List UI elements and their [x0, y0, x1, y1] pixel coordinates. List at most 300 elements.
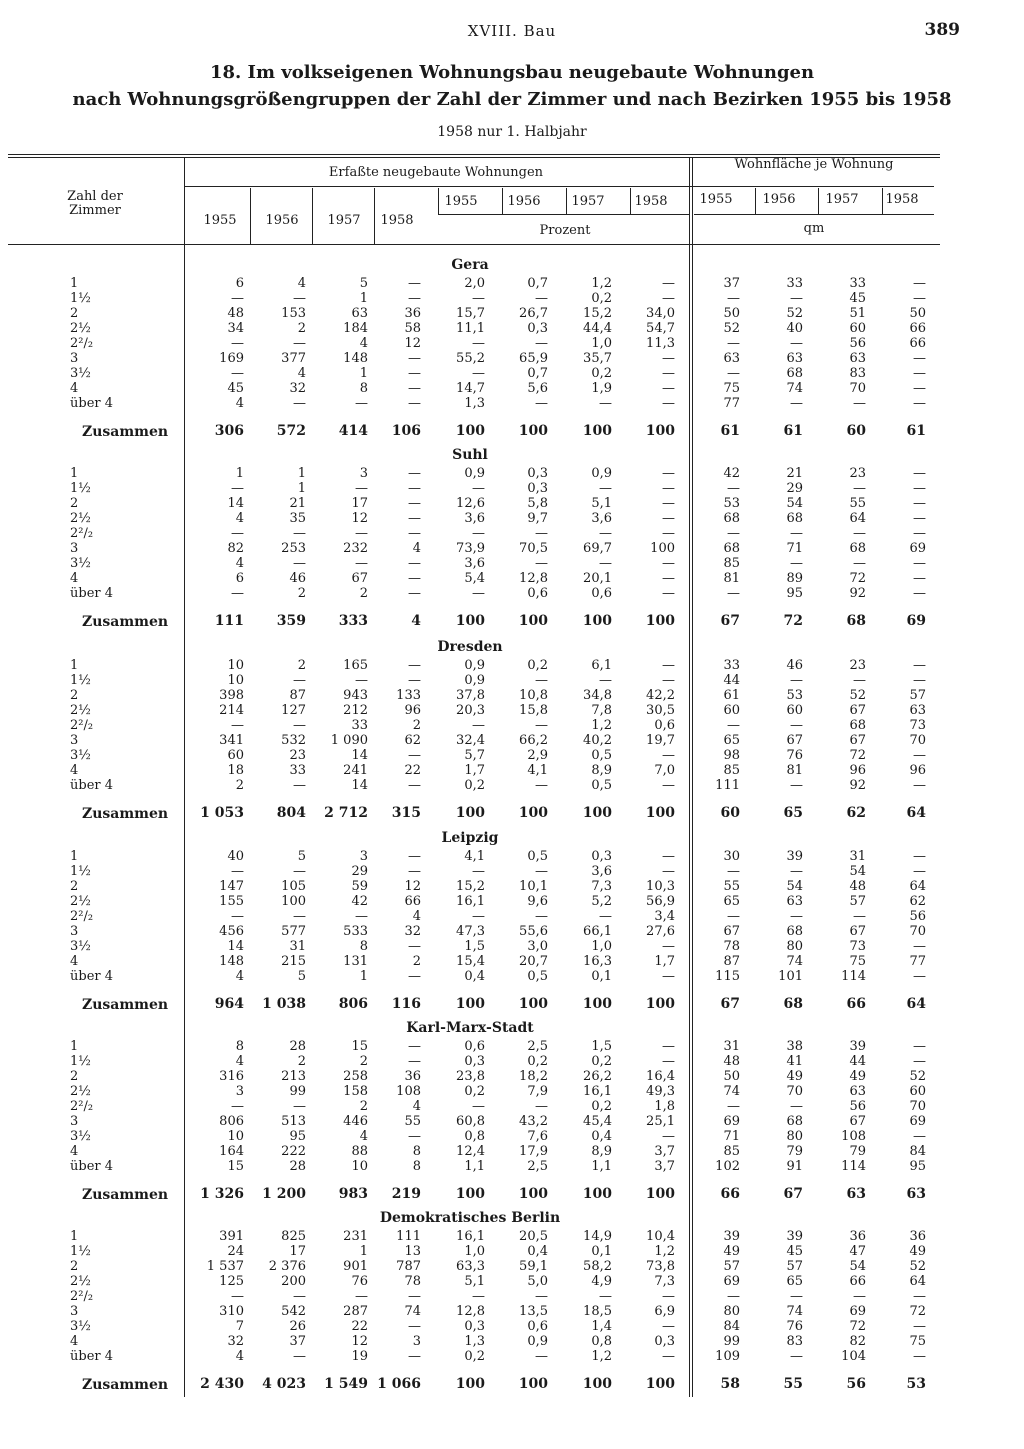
table-cell: 57	[849, 894, 866, 909]
table-cell: 79	[849, 1144, 866, 1159]
table-cell: —	[535, 526, 548, 541]
table-cell: 34,0	[646, 306, 675, 321]
row-label: 2	[70, 879, 79, 894]
table-cell: 14,7	[456, 381, 485, 396]
total-cell: 64	[906, 805, 926, 821]
table-cell: 15,2	[583, 306, 612, 321]
table-cell: 0,5	[591, 778, 612, 793]
column-divider	[250, 188, 251, 244]
table-cell: 48	[723, 1054, 740, 1069]
table-cell: 17	[289, 1244, 306, 1259]
table-cell: 67	[351, 571, 368, 586]
table-cell: 104	[841, 1349, 866, 1364]
table-cell: 100	[650, 541, 675, 556]
table-cell: —	[662, 969, 675, 984]
total-cell: 1 038	[262, 996, 306, 1012]
table-cell: —	[662, 864, 675, 879]
table-cell: 18,2	[519, 1069, 548, 1084]
table-cell: 40,2	[583, 733, 612, 748]
total-cell: 67	[720, 613, 740, 629]
table-cell: —	[662, 1349, 675, 1364]
table-cell: —	[535, 556, 548, 571]
table-cell: —	[408, 658, 421, 673]
table-cell: —	[408, 673, 421, 688]
table-cell: 4,1	[464, 849, 485, 864]
table-cell: 14	[351, 748, 368, 763]
table-cell: —	[293, 1099, 306, 1114]
year-header: 1956	[507, 194, 541, 209]
table-cell: 3	[235, 1084, 244, 1099]
table-cell: 68	[723, 511, 740, 526]
table-cell: 20,7	[519, 954, 548, 969]
row-label: über 4	[70, 396, 114, 411]
table-cell: 5,6	[527, 381, 548, 396]
table-cell: —	[662, 1054, 675, 1069]
table-cell: 577	[281, 924, 306, 939]
table-cell: 16,1	[583, 1084, 612, 1099]
table-cell: —	[472, 1289, 485, 1304]
table-cell: 4	[412, 1099, 421, 1114]
table-cell: —	[293, 864, 306, 879]
total-cell: 806	[338, 996, 368, 1012]
table-cell: 16,3	[583, 954, 612, 969]
table-cell: 10	[227, 673, 244, 688]
table-cell: 63	[786, 894, 803, 909]
table-cell: 30	[723, 849, 740, 864]
table-cell: 63	[351, 306, 368, 321]
table-cell: 213	[281, 1069, 306, 1084]
table-cell: 54	[786, 879, 803, 894]
table-cell: 79	[786, 1144, 803, 1159]
table-cell: 32	[289, 381, 306, 396]
table-cell: 1,0	[591, 336, 612, 351]
table-cell: —	[853, 526, 866, 541]
table-cell: 4	[297, 276, 306, 291]
total-label: Zusammen	[82, 614, 169, 630]
table-cell: 45	[227, 381, 244, 396]
table-cell: —	[913, 351, 926, 366]
table-cell: —	[662, 778, 675, 793]
table-cell: —	[662, 571, 675, 586]
table-cell: 1	[359, 969, 368, 984]
total-cell: 306	[214, 423, 244, 439]
table-cell: —	[727, 291, 740, 306]
table-cell: —	[472, 481, 485, 496]
year-header: 1957	[327, 213, 361, 228]
table-cell: 111	[715, 778, 740, 793]
table-cell: 222	[281, 1144, 306, 1159]
table-cell: 54	[849, 1259, 866, 1274]
table-cell: —	[913, 1289, 926, 1304]
table-cell: —	[231, 336, 244, 351]
table-cell: —	[535, 778, 548, 793]
row-label: 3½	[70, 939, 91, 954]
table-cell: —	[535, 396, 548, 411]
table-cell: —	[408, 864, 421, 879]
table-cell: 5,1	[464, 1274, 485, 1289]
table-cell: 76	[351, 1274, 368, 1289]
table-cell: 6	[235, 276, 244, 291]
total-cell: 100	[582, 996, 612, 1012]
table-cell: 943	[343, 688, 368, 703]
table-cell: 80	[786, 939, 803, 954]
table-cell: —	[408, 586, 421, 601]
table-cell: —	[408, 496, 421, 511]
table-cell: 446	[343, 1114, 368, 1129]
table-cell: —	[662, 748, 675, 763]
table-cell: 27,6	[646, 924, 675, 939]
table-cell: 12	[404, 879, 421, 894]
table-cell: 68	[786, 924, 803, 939]
table-cell: 32	[404, 924, 421, 939]
table-cell: —	[355, 909, 368, 924]
table-cell: 32	[227, 1334, 244, 1349]
table-cell: 165	[343, 658, 368, 673]
table-cell: —	[408, 969, 421, 984]
table-cell: 253	[281, 541, 306, 556]
table-cell: —	[355, 396, 368, 411]
table-cell: —	[472, 718, 485, 733]
table-cell: —	[231, 291, 244, 306]
table-cell: 0,8	[464, 1129, 485, 1144]
table-cell: 69	[723, 1274, 740, 1289]
row-label: 3	[70, 541, 79, 556]
table-cell: 4	[359, 1129, 368, 1144]
table-cell: 3	[412, 1334, 421, 1349]
table-cell: 22	[404, 763, 421, 778]
table-cell: —	[293, 556, 306, 571]
table-cell: 49	[849, 1069, 866, 1084]
table-cell: —	[472, 336, 485, 351]
table-cell: 31	[723, 1039, 740, 1054]
table-cell: 10	[227, 658, 244, 673]
table-cell: —	[913, 556, 926, 571]
table-cell: 70	[909, 1099, 926, 1114]
table-cell: 4	[235, 556, 244, 571]
table-cell: 54,7	[646, 321, 675, 336]
row-label: 3	[70, 1304, 79, 1319]
table-cell: 1,2	[591, 1349, 612, 1364]
table-cell: 4	[235, 1349, 244, 1364]
qm-header: qm	[803, 221, 825, 236]
table-cell: 48	[227, 306, 244, 321]
section-title: Demokratisches Berlin	[379, 1210, 561, 1226]
table-cell: —	[535, 1349, 548, 1364]
table-cell: 105	[281, 879, 306, 894]
table-cell: 63	[849, 1084, 866, 1099]
table-cell: —	[913, 778, 926, 793]
table-cell: —	[599, 481, 612, 496]
table-cell: 18,5	[583, 1304, 612, 1319]
table-cell: 84	[909, 1144, 926, 1159]
total-cell: 100	[455, 1376, 485, 1392]
table-cell: 7,3	[654, 1274, 675, 1289]
table-cell: —	[408, 396, 421, 411]
table-cell: —	[472, 909, 485, 924]
table-cell: 63	[909, 703, 926, 718]
table-cell: 341	[219, 733, 244, 748]
table-cell: 50	[909, 306, 926, 321]
row-label: 2½	[70, 321, 91, 336]
table-cell: 111	[396, 1229, 421, 1244]
table-cell: 52	[849, 688, 866, 703]
table-cell: 55	[849, 496, 866, 511]
table-cell: 0,8	[591, 1334, 612, 1349]
row-label: über 4	[70, 1159, 114, 1174]
year-header: 1957	[571, 194, 605, 209]
total-cell: 58	[720, 1376, 740, 1392]
table-cell: 44	[723, 673, 740, 688]
row-label: 4	[70, 954, 79, 969]
table-cell: 0,2	[591, 291, 612, 306]
table-cell: 57	[909, 688, 926, 703]
table-cell: —	[535, 1099, 548, 1114]
table-cell: 32,4	[456, 733, 485, 748]
table-cell: 33	[849, 276, 866, 291]
total-cell: 72	[783, 613, 803, 629]
table-cell: 125	[219, 1274, 244, 1289]
table-cell: —	[231, 1099, 244, 1114]
table-cell: 66,2	[519, 733, 548, 748]
table-cell: 25,1	[646, 1114, 675, 1129]
table-cell: 70	[909, 733, 926, 748]
table-cell: 8	[359, 939, 368, 954]
table-cell: 8,9	[591, 763, 612, 778]
table-cell: 1,7	[654, 954, 675, 969]
table-cell: 131	[343, 954, 368, 969]
table-cell: 68	[849, 718, 866, 733]
table-cell: 45,4	[583, 1114, 612, 1129]
table-cell: —	[727, 864, 740, 879]
total-cell: 2 712	[324, 805, 368, 821]
row-label: 4	[70, 1144, 79, 1159]
table-cell: 89	[786, 571, 803, 586]
table-cell: 47	[849, 1244, 866, 1259]
table-subtitle: 1958 nur 1. Halbjahr	[437, 124, 587, 140]
table-cell: —	[662, 1289, 675, 1304]
total-cell: 100	[645, 613, 675, 629]
table-cell: —	[662, 673, 675, 688]
table-cell: 0,2	[527, 658, 548, 673]
table-cell: 37	[723, 276, 740, 291]
table-cell: 0,3	[527, 466, 548, 481]
table-cell: 10	[351, 1159, 368, 1174]
table-cell: 1	[297, 481, 306, 496]
year-header: 1957	[825, 192, 859, 207]
table-cell: —	[408, 1129, 421, 1144]
table-cell: 133	[396, 688, 421, 703]
table-cell: 70	[909, 924, 926, 939]
table-cell: —	[790, 778, 803, 793]
table-cell: 42	[723, 466, 740, 481]
table-cell: 73	[909, 718, 926, 733]
table-cell: —	[535, 291, 548, 306]
table-cell: 0,6	[527, 586, 548, 601]
table-cell: 6	[235, 571, 244, 586]
table-cell: 26,7	[519, 306, 548, 321]
row-label: 1½	[70, 481, 91, 496]
table-cell: 1,7	[464, 763, 485, 778]
table-cell: 33	[723, 658, 740, 673]
table-cell: —	[408, 276, 421, 291]
table-cell: —	[231, 586, 244, 601]
section-title: Suhl	[452, 447, 488, 463]
total-cell: 100	[455, 613, 485, 629]
total-cell: 111	[214, 613, 244, 629]
table-cell: —	[355, 481, 368, 496]
total-cell: 100	[518, 1186, 548, 1202]
table-cell: 33	[289, 763, 306, 778]
table-cell: —	[662, 276, 675, 291]
table-cell: 88	[351, 1144, 368, 1159]
table-cell: —	[472, 1099, 485, 1114]
table-cell: 95	[289, 1129, 306, 1144]
table-cell: 60	[723, 703, 740, 718]
table-cell: 2	[412, 718, 421, 733]
total-cell: 100	[645, 996, 675, 1012]
row-label: 1	[70, 658, 79, 673]
table-cell: —	[293, 778, 306, 793]
table-cell: 14	[351, 778, 368, 793]
table-cell: —	[599, 556, 612, 571]
table-cell: 85	[723, 763, 740, 778]
table-cell: 82	[849, 1334, 866, 1349]
table-cell: 72	[849, 571, 866, 586]
table-cell: 0,5	[527, 849, 548, 864]
table-cell: —	[408, 291, 421, 306]
table-cell: —	[913, 276, 926, 291]
table-cell: 15	[227, 1159, 244, 1174]
table-cell: 3,6	[464, 511, 485, 526]
table-cell: 49	[909, 1244, 926, 1259]
table-cell: 316	[219, 1069, 244, 1084]
table-cell: 0,9	[591, 466, 612, 481]
table-cell: 901	[343, 1259, 368, 1274]
table-cell: 96	[909, 763, 926, 778]
table-cell: 75	[849, 954, 866, 969]
table-cell: 155	[219, 894, 244, 909]
row-label: 1	[70, 466, 79, 481]
table-cell: 49	[786, 1069, 803, 1084]
table-cell: 16,4	[646, 1069, 675, 1084]
table-cell: 0,6	[527, 1319, 548, 1334]
table-cell: 96	[404, 703, 421, 718]
table-cell: 58,2	[583, 1259, 612, 1274]
table-cell: 8	[359, 381, 368, 396]
table-cell: 49	[723, 1244, 740, 1259]
table-cell: 76	[786, 748, 803, 763]
table-cell: 45	[849, 291, 866, 306]
table-cell: 45	[786, 1244, 803, 1259]
total-cell: 4 023	[262, 1376, 306, 1392]
table-cell: 0,6	[464, 1039, 485, 1054]
table-cell: 40	[227, 849, 244, 864]
total-cell: 61	[783, 423, 803, 439]
table-cell: 0,3	[591, 849, 612, 864]
table-cell: 64	[849, 511, 866, 526]
table-cell: 51	[849, 306, 866, 321]
table-cell: 84	[723, 1319, 740, 1334]
year-header: 1958	[885, 192, 919, 207]
total-cell: 100	[582, 1376, 612, 1392]
top-rule	[8, 154, 940, 155]
table-cell: 0,3	[654, 1334, 675, 1349]
table-cell: 75	[723, 381, 740, 396]
table-cell: 1,0	[464, 1244, 485, 1259]
total-label: Zusammen	[82, 806, 169, 822]
table-cell: —	[913, 748, 926, 763]
total-cell: 964	[214, 996, 244, 1012]
table-cell: 56,9	[646, 894, 675, 909]
table-cell: 3,7	[654, 1159, 675, 1174]
table-cell: —	[662, 496, 675, 511]
table-cell: —	[408, 1054, 421, 1069]
table-cell: 68	[786, 366, 803, 381]
table-cell: 67	[723, 924, 740, 939]
table-cell: 3,4	[654, 909, 675, 924]
table-cell: 74	[404, 1304, 421, 1319]
table-cell: 30,5	[646, 703, 675, 718]
table-cell: —	[408, 351, 421, 366]
total-cell: 67	[720, 996, 740, 1012]
table-cell: —	[472, 366, 485, 381]
table-cell: 85	[723, 1144, 740, 1159]
row-label: 1	[70, 276, 79, 291]
group-header-wohnflaeche: Wohnfläche je Wohnung	[734, 157, 894, 172]
table-cell: 0,7	[527, 276, 548, 291]
total-cell: 100	[455, 423, 485, 439]
table-cell: —	[231, 1289, 244, 1304]
table-cell: —	[535, 909, 548, 924]
table-cell: 5,8	[527, 496, 548, 511]
table-cell: 4	[235, 511, 244, 526]
table-cell: 36	[849, 1229, 866, 1244]
table-cell: —	[662, 396, 675, 411]
table-cell: 14	[227, 496, 244, 511]
table-cell: —	[913, 673, 926, 688]
table-cell: —	[913, 849, 926, 864]
table-cell: 78	[404, 1274, 421, 1289]
table-cell: 0,2	[464, 1084, 485, 1099]
row-label: 1½	[70, 291, 91, 306]
table-cell: 50	[723, 1069, 740, 1084]
table-cell: 31	[849, 849, 866, 864]
table-cell: 108	[396, 1084, 421, 1099]
table-cell: 8	[412, 1159, 421, 1174]
table-title-line-1: 18. Im volkseigenen Wohnungsbau neugebaute Wohnungen	[209, 62, 815, 83]
table-cell: 10	[227, 1129, 244, 1144]
table-cell: 0,6	[654, 718, 675, 733]
row-label: 2	[70, 1259, 79, 1274]
table-cell: 65	[723, 894, 740, 909]
table-cell: —	[790, 1289, 803, 1304]
table-cell: 68	[786, 511, 803, 526]
table-cell: —	[790, 556, 803, 571]
table-cell: 0,2	[527, 1054, 548, 1069]
table-cell: —	[599, 396, 612, 411]
table-cell: 43,2	[519, 1114, 548, 1129]
table-cell: —	[599, 673, 612, 688]
table-cell: 70	[849, 381, 866, 396]
table-cell: 63	[786, 351, 803, 366]
table-cell: 26,2	[583, 1069, 612, 1084]
table-cell: 1,1	[591, 1159, 612, 1174]
table-cell: —	[408, 778, 421, 793]
table-cell: —	[727, 526, 740, 541]
table-cell: 20,3	[456, 703, 485, 718]
table-cell: —	[913, 1129, 926, 1144]
table-cell: —	[913, 466, 926, 481]
